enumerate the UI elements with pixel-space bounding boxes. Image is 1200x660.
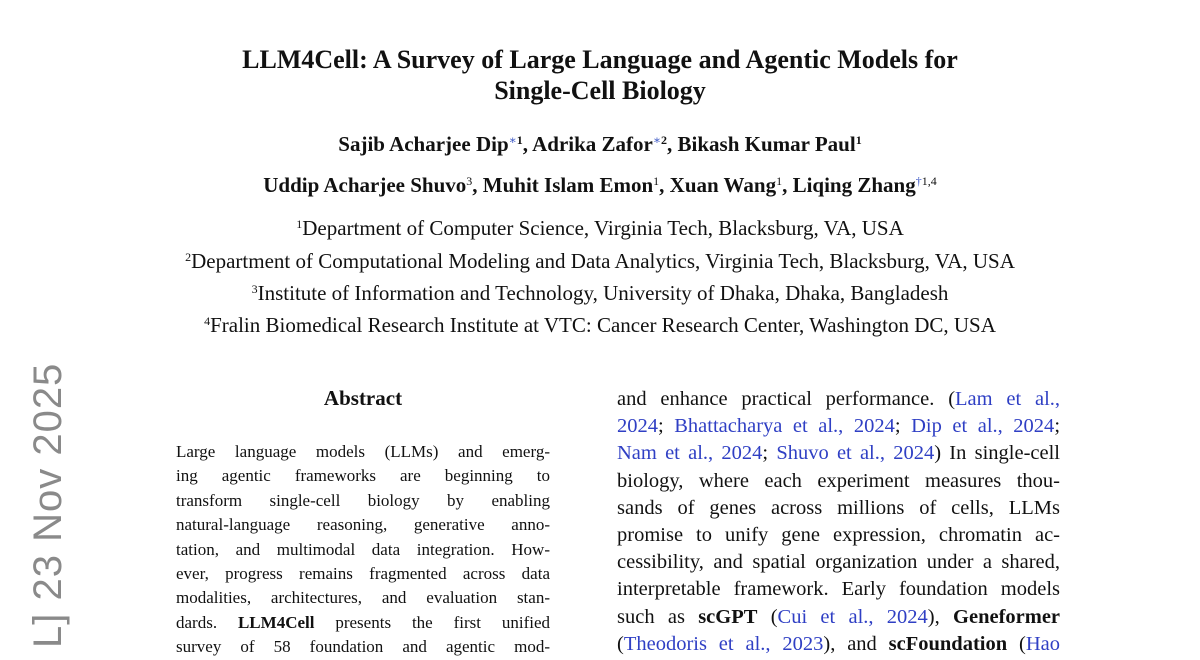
paper-title (150, 44, 1050, 106)
citation-link[interactable]: Hao (1025, 632, 1060, 655)
citation-link[interactable]: Dip et al., 2024 (911, 415, 1055, 438)
author-name: Adrika Zafor (532, 132, 653, 156)
affiliation-sup: 2 (661, 133, 668, 147)
title-line-1: LLM4Cell: A Survey of Large Language and Agentic Models for (242, 45, 958, 74)
affiliation-sup: 1 (516, 133, 523, 147)
abstract-line: modalities, architectures, and evaluation stan- (176, 588, 550, 608)
body-text: promise to unify gene expression, chromatin ac- (617, 524, 1060, 547)
citation-link[interactable]: Nam et al., 2024 (617, 442, 763, 465)
affiliation-4: $^4$Fralin Biomedical Research Institute at VTC: Cancer Research Center, Washington DC, USA (204, 313, 996, 337)
body-line (617, 604, 1060, 631)
body-text: ; (894, 415, 912, 438)
body-line (617, 549, 1060, 576)
body-text: such as (617, 605, 699, 628)
model-name-bold: LLM4Cell (237, 612, 315, 632)
body-text: ; (762, 442, 777, 465)
title-line-2: Single-Cell Biology (494, 76, 706, 105)
body-text: biology, where each experiment measures thou- (617, 469, 1060, 492)
author-name: Xuan Wang (669, 173, 777, 197)
equal-contribution-mark: ∗ (508, 133, 517, 147)
body-line (617, 495, 1060, 522)
body-line (617, 468, 1060, 495)
abstract-line: survey of 58 foundation and agentic mod- (176, 637, 550, 657)
affiliation-sup: 1,4 (921, 174, 937, 188)
equal-contribution-mark: ∗ (652, 133, 662, 147)
affiliation-2: $^2$Department of Computational Modeling and Data Analytics, Virginia Tech, Blacksburg, VA, USA (185, 249, 1015, 273)
author-name: Uddip Acharjee Shuvo (263, 173, 467, 197)
body-line (617, 631, 1060, 658)
author-name: Bikash Kumar Paul (677, 132, 856, 156)
model-name-bold: Geneformer (953, 605, 1061, 628)
affiliation-sup: 1 (855, 133, 862, 147)
body-text: ) In single-cell (934, 442, 1060, 465)
affiliation-1: $^1$Department of Computer Science, Virginia Tech, Blacksburg, VA, USA (296, 216, 904, 240)
abstract-heading: Abstract (323, 386, 403, 410)
abstract-line: ever, progress remains fragmented across data (176, 564, 550, 584)
body-line (617, 576, 1060, 603)
abstract-line: Large language models (LLMs) and emerg- (176, 442, 550, 461)
body-line (617, 413, 1060, 440)
author-name: Sajib Acharjee Dip (338, 132, 509, 156)
body-line (617, 440, 1060, 467)
abstract-line: dards. LLM4Cell presents the first unified (176, 612, 551, 632)
body-text: ( (948, 388, 956, 410)
model-name-bold: scGPT (698, 605, 758, 628)
abstract-line: tation, and multimodal data integration. How- (176, 539, 550, 559)
citation-link[interactable]: Theodoris et al., 2023 (623, 632, 824, 655)
model-name-bold: scFoundation (888, 632, 1008, 655)
body-text: and enhance practical performance. (617, 388, 949, 410)
body-text: ; (1054, 415, 1061, 438)
citation-link[interactable]: Lam et al., (955, 388, 1061, 410)
author-name: Liqing Zhang (792, 173, 916, 197)
affiliation-sup: 3 (466, 174, 473, 188)
corresponding-author-mark: † (915, 174, 922, 188)
body-line (617, 386, 1060, 413)
affiliation-sup: 1 (776, 174, 783, 188)
introduction-column (617, 386, 1060, 658)
body-text: ; (658, 415, 675, 438)
abstract-line: ing agentic frameworks are beginning to (176, 466, 550, 486)
author-name: Muhit Islam Emon (482, 173, 654, 197)
body-text: cessibility, and spatial organization under a shared, (617, 551, 1060, 574)
affiliation-3: $^3$Institute of Information and Technology, University of Dhaka, Dhaka, Bangladesh (251, 281, 949, 305)
body-text: interpretable framework. Early foundation models (617, 578, 1060, 601)
body-text: ), and (823, 632, 889, 655)
citation-link[interactable]: Shuvo et al., 2024 (776, 442, 935, 465)
citation-link[interactable]: Bhattacharya et al., 2024 (674, 415, 895, 438)
abstract-body (176, 440, 550, 660)
body-text: ( (757, 605, 778, 628)
body-line (617, 522, 1060, 549)
arxiv-stamp: L] 23 Nov 2025 (26, 362, 70, 648)
abstract-line: natural-language reasoning, generative anno- (176, 515, 550, 535)
body-text: ( (1007, 632, 1026, 655)
citation-link[interactable]: Cui et al., 2024 (777, 605, 928, 628)
author-line-2: Uddip Acharjee Shuvo$^3$, Muhit Islam Emon$^1$, Xuan Wang$^1$, Liqing Zhang$^{\dagger 1,4}$ (263, 173, 937, 197)
body-text: sands of genes across millions of cells, LLMs (617, 496, 1060, 519)
citation-link[interactable]: 2024 (617, 415, 658, 438)
affiliation-sup: 1 (653, 174, 660, 188)
body-text: ( (617, 632, 624, 655)
author-line-1: Sajib Acharjee Dip$^{∗1}$, Adrika Zafor$^{∗2}$, Bikash Kumar Paul$^1$ (338, 132, 862, 156)
abstract-line: transform single-cell biology by enabling (176, 490, 550, 510)
body-text: ), (927, 605, 954, 628)
